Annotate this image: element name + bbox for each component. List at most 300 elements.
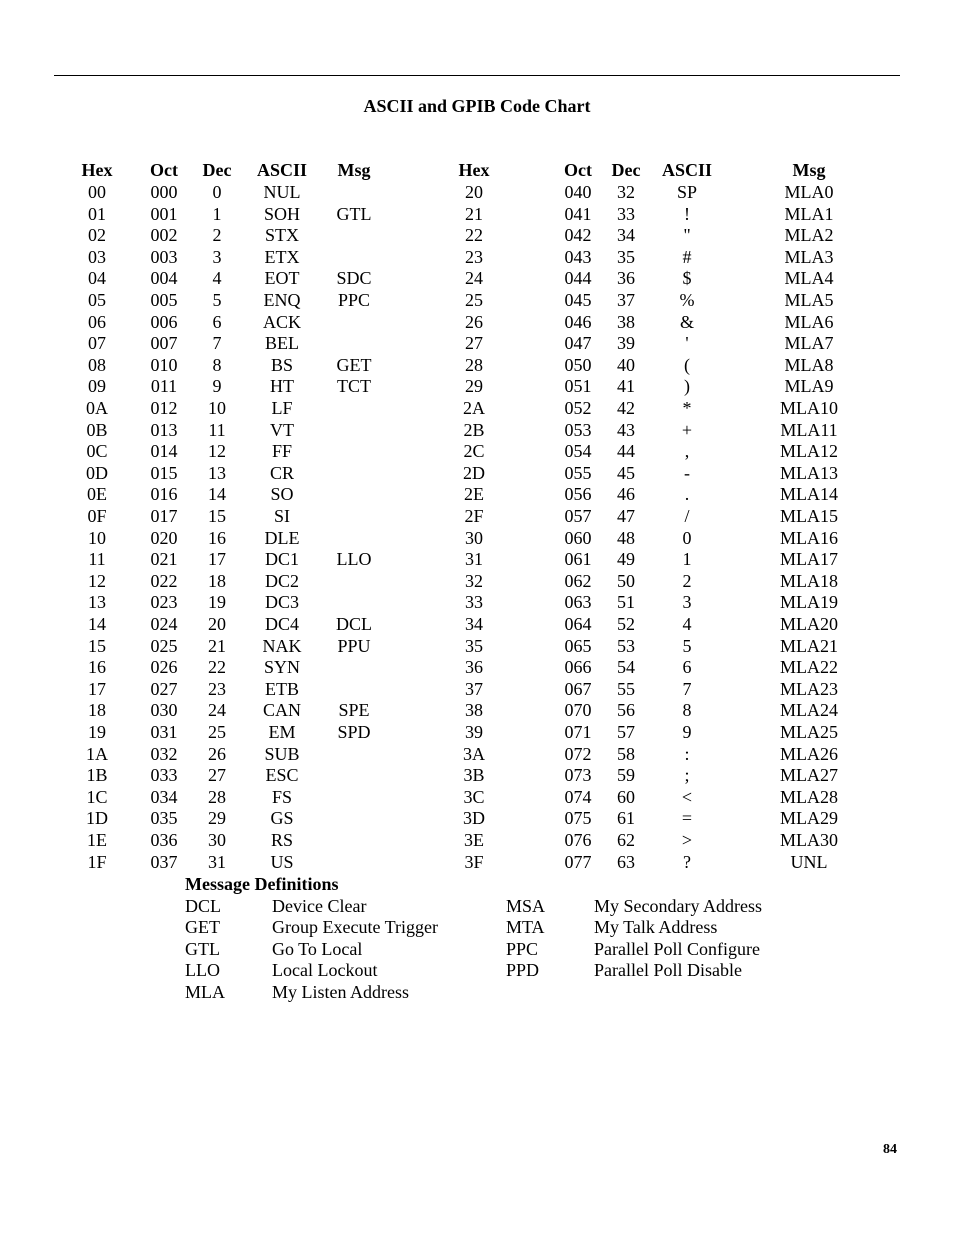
definition-abbr: DCL <box>185 895 221 916</box>
definition-row <box>0 896 954 918</box>
cell-oct-left: 016 <box>150 484 178 505</box>
cell-msg-left: GTL <box>336 203 372 224</box>
cell-oct-right: 076 <box>564 830 592 850</box>
cell-msg-left: DCL <box>336 614 372 634</box>
cell-dec-right: 37 <box>617 290 635 310</box>
table-row <box>0 699 954 721</box>
cell-ascii-right: + <box>681 419 693 440</box>
cell-hex-left: 18 <box>88 700 106 721</box>
cell-dec-right: 60 <box>617 786 635 807</box>
cell-oct-left: 037 <box>150 851 178 872</box>
table-row <box>0 440 954 462</box>
cell-dec-right: 49 <box>617 549 635 570</box>
cell-dec-left: 5 <box>212 290 222 310</box>
cell-hex-right: 3F <box>464 851 484 872</box>
cell-dec-right: 61 <box>617 808 635 829</box>
cell-dec-right: 45 <box>617 462 635 483</box>
cell-hex-left: 10 <box>88 527 106 548</box>
cell-hex-left: 1F <box>87 851 107 872</box>
cell-ascii-right: $ <box>682 268 692 289</box>
column-header-hex-right: Hex <box>458 160 490 180</box>
table-row <box>0 354 954 376</box>
cell-msg-right: MLA0 <box>784 182 834 202</box>
cell-ascii-right: / <box>684 506 690 526</box>
cell-msg-right: MLA29 <box>780 808 838 829</box>
cell-hex-left: 02 <box>88 225 106 246</box>
cell-ascii-right: < <box>681 786 693 807</box>
cell-ascii-left: ETB <box>265 678 299 699</box>
page-title: ASCII and GPIB Code Chart <box>363 96 591 116</box>
cell-ascii-right: ' <box>685 333 689 354</box>
cell-dec-left: 17 <box>208 549 226 570</box>
cell-dec-right: 41 <box>617 376 635 397</box>
cell-oct-left: 015 <box>150 462 178 483</box>
cell-ascii-right: 8 <box>682 700 692 721</box>
cell-oct-left: 030 <box>150 700 178 721</box>
cell-ascii-right: , <box>684 441 690 462</box>
cell-hex-right: 21 <box>465 203 483 224</box>
cell-dec-right: 63 <box>617 851 635 872</box>
cell-dec-left: 8 <box>212 354 222 375</box>
cell-dec-left: 28 <box>208 786 226 807</box>
cell-ascii-left: ETX <box>264 246 300 267</box>
cell-oct-right: 050 <box>564 354 592 375</box>
cell-ascii-right: 2 <box>682 570 692 591</box>
table-row <box>0 721 954 743</box>
cell-hex-left: 0D <box>86 462 108 483</box>
column-header-oct-left: Oct <box>150 160 178 180</box>
cell-hex-right: 31 <box>465 549 483 570</box>
cell-msg-right: MLA22 <box>780 657 838 678</box>
cell-oct-right: 066 <box>564 657 592 678</box>
cell-dec-right: 53 <box>617 635 635 656</box>
cell-oct-left: 025 <box>150 635 178 656</box>
cell-hex-left: 0A <box>86 398 108 418</box>
cell-oct-left: 020 <box>150 527 178 548</box>
cell-hex-right: 22 <box>465 225 483 246</box>
cell-msg-right: MLA24 <box>780 700 838 721</box>
table-row <box>0 656 954 678</box>
table-row <box>0 613 954 635</box>
cell-dec-right: 42 <box>617 398 635 418</box>
cell-dec-left: 7 <box>212 333 222 354</box>
cell-dec-left: 27 <box>208 765 226 786</box>
cell-ascii-right: ; <box>684 765 690 786</box>
cell-ascii-left: RS <box>270 830 294 850</box>
cell-oct-left: 024 <box>150 614 178 634</box>
cell-hex-right: 24 <box>465 268 483 289</box>
cell-oct-right: 063 <box>564 592 592 613</box>
cell-hex-left: 07 <box>88 333 106 354</box>
cell-oct-right: 056 <box>564 484 592 505</box>
definition-meaning: Go To Local <box>272 938 363 959</box>
cell-hex-left: 12 <box>88 570 106 591</box>
cell-dec-right: 39 <box>617 333 635 354</box>
cell-hex-right: 35 <box>465 635 483 656</box>
definition-abbr: MLA <box>185 981 225 1002</box>
cell-dec-right: 35 <box>617 246 635 267</box>
cell-dec-left: 23 <box>208 678 226 699</box>
table-row <box>0 203 954 225</box>
cell-ascii-right: ! <box>684 203 690 224</box>
column-header-msg-left: Msg <box>337 160 371 180</box>
cell-ascii-left: SYN <box>263 657 300 678</box>
cell-dec-left: 25 <box>208 722 226 742</box>
cell-ascii-right: ) <box>684 376 690 397</box>
cell-dec-right: 47 <box>617 506 635 526</box>
cell-ascii-right: & <box>679 311 694 332</box>
cell-oct-left: 022 <box>150 570 178 591</box>
cell-oct-right: 051 <box>564 376 592 397</box>
column-header-ascii-left: ASCII <box>256 160 308 180</box>
cell-oct-left: 034 <box>150 786 178 807</box>
cell-msg-left: SPD <box>337 722 371 742</box>
cell-msg-left: SPE <box>338 700 370 721</box>
cell-ascii-left: BS <box>270 354 294 375</box>
cell-hex-right: 39 <box>465 722 483 742</box>
cell-oct-right: 047 <box>564 333 592 354</box>
cell-dec-left: 2 <box>212 225 222 246</box>
cell-oct-right: 060 <box>564 527 592 548</box>
cell-msg-right: MLA3 <box>784 246 834 267</box>
definition-row <box>0 939 954 961</box>
cell-hex-right: 2A <box>463 398 485 418</box>
cell-oct-right: 042 <box>564 225 592 246</box>
cell-dec-right: 58 <box>617 743 635 764</box>
cell-oct-right: 064 <box>564 614 592 634</box>
cell-hex-right: 2D <box>463 462 485 483</box>
definitions-title: Message Definitions <box>185 874 339 894</box>
table-row <box>0 635 954 657</box>
cell-hex-right: 3B <box>463 765 485 786</box>
cell-ascii-left: NUL <box>263 182 301 202</box>
definition-abbr: MTA <box>506 917 545 937</box>
table-row <box>0 181 954 203</box>
cell-hex-left: 11 <box>88 549 106 570</box>
cell-ascii-right: > <box>681 830 693 850</box>
cell-hex-right: 37 <box>465 678 483 699</box>
cell-ascii-right: 9 <box>682 722 692 742</box>
cell-ascii-left: SI <box>273 506 290 526</box>
cell-hex-left: 08 <box>88 354 106 375</box>
cell-hex-left: 19 <box>88 722 106 742</box>
cell-oct-right: 054 <box>564 441 592 462</box>
cell-msg-right: MLA18 <box>780 570 838 591</box>
cell-msg-left: PPC <box>337 290 371 310</box>
cell-oct-right: 071 <box>564 722 592 742</box>
cell-msg-right: MLA2 <box>784 225 834 246</box>
cell-dec-left: 11 <box>208 419 226 440</box>
cell-hex-left: 17 <box>88 678 106 699</box>
cell-dec-left: 22 <box>208 657 226 678</box>
cell-hex-left: 13 <box>88 592 106 613</box>
cell-msg-right: MLA17 <box>780 549 838 570</box>
cell-hex-left: 1E <box>87 830 107 850</box>
cell-msg-right: MLA16 <box>780 527 838 548</box>
cell-msg-left: SDC <box>336 268 372 289</box>
cell-hex-right: 29 <box>465 376 483 397</box>
table-row <box>0 851 954 873</box>
cell-oct-left: 014 <box>150 441 178 462</box>
cell-oct-right: 062 <box>564 570 592 591</box>
cell-dec-left: 6 <box>212 311 222 332</box>
cell-dec-right: 55 <box>617 678 635 699</box>
cell-hex-right: 20 <box>465 182 483 202</box>
cell-ascii-left: DC3 <box>264 592 299 613</box>
cell-dec-right: 51 <box>617 592 635 613</box>
table-row <box>0 527 954 549</box>
column-header-hex-left: Hex <box>81 160 113 180</box>
cell-hex-left: 1C <box>86 786 108 807</box>
column-header-dec-left: Dec <box>202 160 232 180</box>
table-row <box>0 678 954 700</box>
cell-dec-left: 0 <box>212 182 222 202</box>
cell-oct-left: 027 <box>150 678 178 699</box>
cell-msg-right: MLA19 <box>780 592 838 613</box>
cell-ascii-left: STX <box>264 225 299 246</box>
cell-hex-left: 1A <box>86 743 108 764</box>
cell-oct-right: 041 <box>564 203 592 224</box>
cell-oct-left: 026 <box>150 657 178 678</box>
definition-meaning: Group Execute Trigger <box>272 917 438 937</box>
cell-ascii-left: DC1 <box>264 549 299 570</box>
cell-dec-right: 54 <box>617 657 635 678</box>
cell-ascii-right: 5 <box>682 635 692 656</box>
table-row <box>0 246 954 268</box>
cell-hex-left: 06 <box>88 311 106 332</box>
cell-oct-left: 017 <box>150 506 178 526</box>
cell-msg-right: MLA28 <box>780 786 838 807</box>
cell-hex-right: 36 <box>465 657 483 678</box>
cell-dec-right: 34 <box>617 225 635 246</box>
cell-dec-right: 36 <box>617 268 635 289</box>
table-row <box>0 224 954 246</box>
cell-dec-left: 30 <box>208 830 226 850</box>
cell-msg-right: MLA5 <box>784 290 834 310</box>
definition-abbr: PPC <box>506 938 539 959</box>
cell-ascii-right: 4 <box>682 614 692 634</box>
cell-ascii-right: % <box>679 290 695 310</box>
cell-dec-right: 40 <box>617 354 635 375</box>
cell-dec-left: 3 <box>212 246 222 267</box>
cell-oct-left: 032 <box>150 743 178 764</box>
cell-oct-right: 061 <box>564 549 592 570</box>
cell-msg-right: MLA20 <box>780 614 838 634</box>
definition-abbr: PPD <box>506 960 540 980</box>
cell-oct-left: 011 <box>150 376 178 397</box>
cell-oct-right: 073 <box>564 765 592 786</box>
cell-ascii-right: SP <box>676 182 698 202</box>
cell-msg-left: GET <box>336 354 372 375</box>
definition-meaning: My Secondary Address <box>594 895 762 916</box>
cell-ascii-left: ESC <box>265 765 299 786</box>
definition-abbr: GET <box>185 917 220 937</box>
definition-row <box>0 960 954 982</box>
cell-ascii-right: 0 <box>682 527 692 548</box>
cell-hex-left: 16 <box>88 657 106 678</box>
cell-dec-right: 56 <box>617 700 635 721</box>
cell-oct-right: 040 <box>564 182 592 202</box>
table-row <box>0 397 954 419</box>
table-row <box>0 807 954 829</box>
table-row <box>0 505 954 527</box>
cell-dec-left: 26 <box>208 743 226 764</box>
cell-oct-right: 046 <box>564 311 592 332</box>
column-header-ascii-right: ASCII <box>661 160 713 180</box>
cell-oct-left: 007 <box>150 333 178 354</box>
cell-oct-left: 023 <box>150 592 178 613</box>
cell-oct-left: 021 <box>150 549 178 570</box>
cell-dec-right: 46 <box>617 484 635 505</box>
table-row <box>0 419 954 441</box>
definition-abbr: GTL <box>185 938 220 959</box>
cell-msg-right: MLA4 <box>784 268 834 289</box>
cell-oct-right: 044 <box>564 268 592 289</box>
cell-oct-right: 070 <box>564 700 592 721</box>
cell-ascii-left: FF <box>271 441 293 462</box>
cell-msg-right: MLA7 <box>784 333 834 354</box>
definition-abbr: MSA <box>506 895 546 916</box>
cell-dec-left: 18 <box>208 570 226 591</box>
cell-hex-right: 2E <box>464 484 484 505</box>
header-rule <box>54 75 900 76</box>
cell-dec-right: 33 <box>617 203 635 224</box>
cell-dec-right: 48 <box>617 527 635 548</box>
cell-oct-left: 031 <box>150 722 178 742</box>
cell-dec-left: 9 <box>212 376 222 397</box>
cell-hex-right: 3C <box>463 786 485 807</box>
cell-ascii-right: 3 <box>682 592 692 613</box>
cell-ascii-right: ( <box>684 354 690 375</box>
cell-dec-right: 62 <box>617 830 635 850</box>
cell-hex-left: 09 <box>88 376 106 397</box>
definition-meaning: My Listen Address <box>272 981 409 1002</box>
cell-hex-left: 0F <box>87 506 107 526</box>
cell-msg-right: MLA1 <box>784 203 834 224</box>
cell-ascii-right: 6 <box>682 657 692 678</box>
cell-ascii-left: DC2 <box>264 570 299 591</box>
cell-oct-left: 004 <box>150 268 178 289</box>
cell-dec-right: 59 <box>617 765 635 786</box>
cell-hex-right: 27 <box>465 333 483 354</box>
column-header-msg-right: Msg <box>792 160 826 180</box>
cell-oct-left: 006 <box>150 311 178 332</box>
table-row <box>0 764 954 786</box>
cell-dec-left: 12 <box>208 441 226 462</box>
cell-hex-left: 03 <box>88 246 106 267</box>
cell-oct-left: 001 <box>150 203 178 224</box>
cell-dec-right: 52 <box>617 614 635 634</box>
cell-oct-left: 010 <box>150 354 178 375</box>
cell-hex-right: 30 <box>465 527 483 548</box>
cell-oct-left: 000 <box>150 182 178 202</box>
cell-ascii-right: : <box>684 743 690 764</box>
cell-hex-right: 34 <box>465 614 483 634</box>
cell-dec-right: 50 <box>617 570 635 591</box>
cell-msg-left: PPU <box>337 635 371 656</box>
table-row <box>0 548 954 570</box>
cell-ascii-right: 1 <box>682 549 692 570</box>
table-row <box>0 462 954 484</box>
cell-msg-right: MLA30 <box>780 830 838 850</box>
cell-hex-left: 0B <box>86 419 108 440</box>
cell-hex-left: 00 <box>88 182 106 202</box>
table-row <box>0 786 954 808</box>
cell-hex-left: 05 <box>88 290 106 310</box>
cell-ascii-left: LF <box>271 398 293 418</box>
cell-dec-left: 1 <box>212 203 222 224</box>
cell-ascii-left: ACK <box>262 311 301 332</box>
cell-oct-right: 077 <box>564 851 592 872</box>
cell-dec-left: 10 <box>208 398 226 418</box>
cell-hex-right: 23 <box>465 246 483 267</box>
cell-hex-right: 2F <box>464 506 484 526</box>
table-row <box>0 267 954 289</box>
cell-oct-right: 067 <box>564 678 592 699</box>
cell-ascii-left: EOT <box>264 268 300 289</box>
cell-dec-left: 21 <box>208 635 226 656</box>
cell-oct-right: 074 <box>564 786 592 807</box>
cell-oct-left: 012 <box>150 398 178 418</box>
cell-oct-right: 055 <box>564 462 592 483</box>
cell-msg-right: MLA21 <box>780 635 838 656</box>
cell-dec-left: 16 <box>208 527 226 548</box>
cell-oct-left: 003 <box>150 246 178 267</box>
cell-oct-left: 002 <box>150 225 178 246</box>
table-row <box>0 289 954 311</box>
cell-hex-left: 01 <box>88 203 106 224</box>
cell-oct-right: 065 <box>564 635 592 656</box>
cell-ascii-right: 7 <box>682 678 692 699</box>
column-header-dec-right: Dec <box>611 160 641 180</box>
cell-hex-right: 3A <box>463 743 485 764</box>
cell-hex-right: 32 <box>465 570 483 591</box>
table-row <box>0 591 954 613</box>
cell-oct-right: 075 <box>564 808 592 829</box>
cell-msg-right: MLA15 <box>780 506 838 526</box>
cell-ascii-left: SO <box>270 484 294 505</box>
cell-dec-right: 43 <box>617 419 635 440</box>
page-number: 84 <box>883 1142 897 1157</box>
cell-ascii-left: BEL <box>265 333 299 354</box>
cell-msg-right: MLA25 <box>780 722 838 742</box>
cell-dec-left: 20 <box>208 614 226 634</box>
cell-hex-left: 1B <box>86 765 108 786</box>
cell-msg-left: TCT <box>337 376 371 397</box>
table-row <box>0 570 954 592</box>
cell-msg-right: MLA12 <box>780 441 838 462</box>
cell-dec-right: 32 <box>617 182 635 202</box>
cell-hex-left: 04 <box>88 268 106 289</box>
cell-hex-right: 26 <box>465 311 483 332</box>
cell-ascii-left: DC4 <box>264 614 299 634</box>
column-header-oct-right: Oct <box>564 160 592 180</box>
table-row <box>0 743 954 765</box>
cell-msg-right: MLA23 <box>780 678 838 699</box>
cell-hex-right: 25 <box>465 290 483 310</box>
definition-meaning: Parallel Poll Disable <box>594 960 742 980</box>
cell-ascii-left: GS <box>270 808 294 829</box>
table-row <box>0 332 954 354</box>
cell-ascii-left: ENQ <box>263 290 301 310</box>
cell-oct-right: 072 <box>564 743 592 764</box>
cell-msg-right: MLA14 <box>780 484 838 505</box>
cell-dec-left: 19 <box>208 592 226 613</box>
cell-oct-right: 052 <box>564 398 592 418</box>
table-row <box>0 483 954 505</box>
cell-dec-left: 4 <box>212 268 222 289</box>
definition-meaning: My Talk Address <box>594 917 718 937</box>
